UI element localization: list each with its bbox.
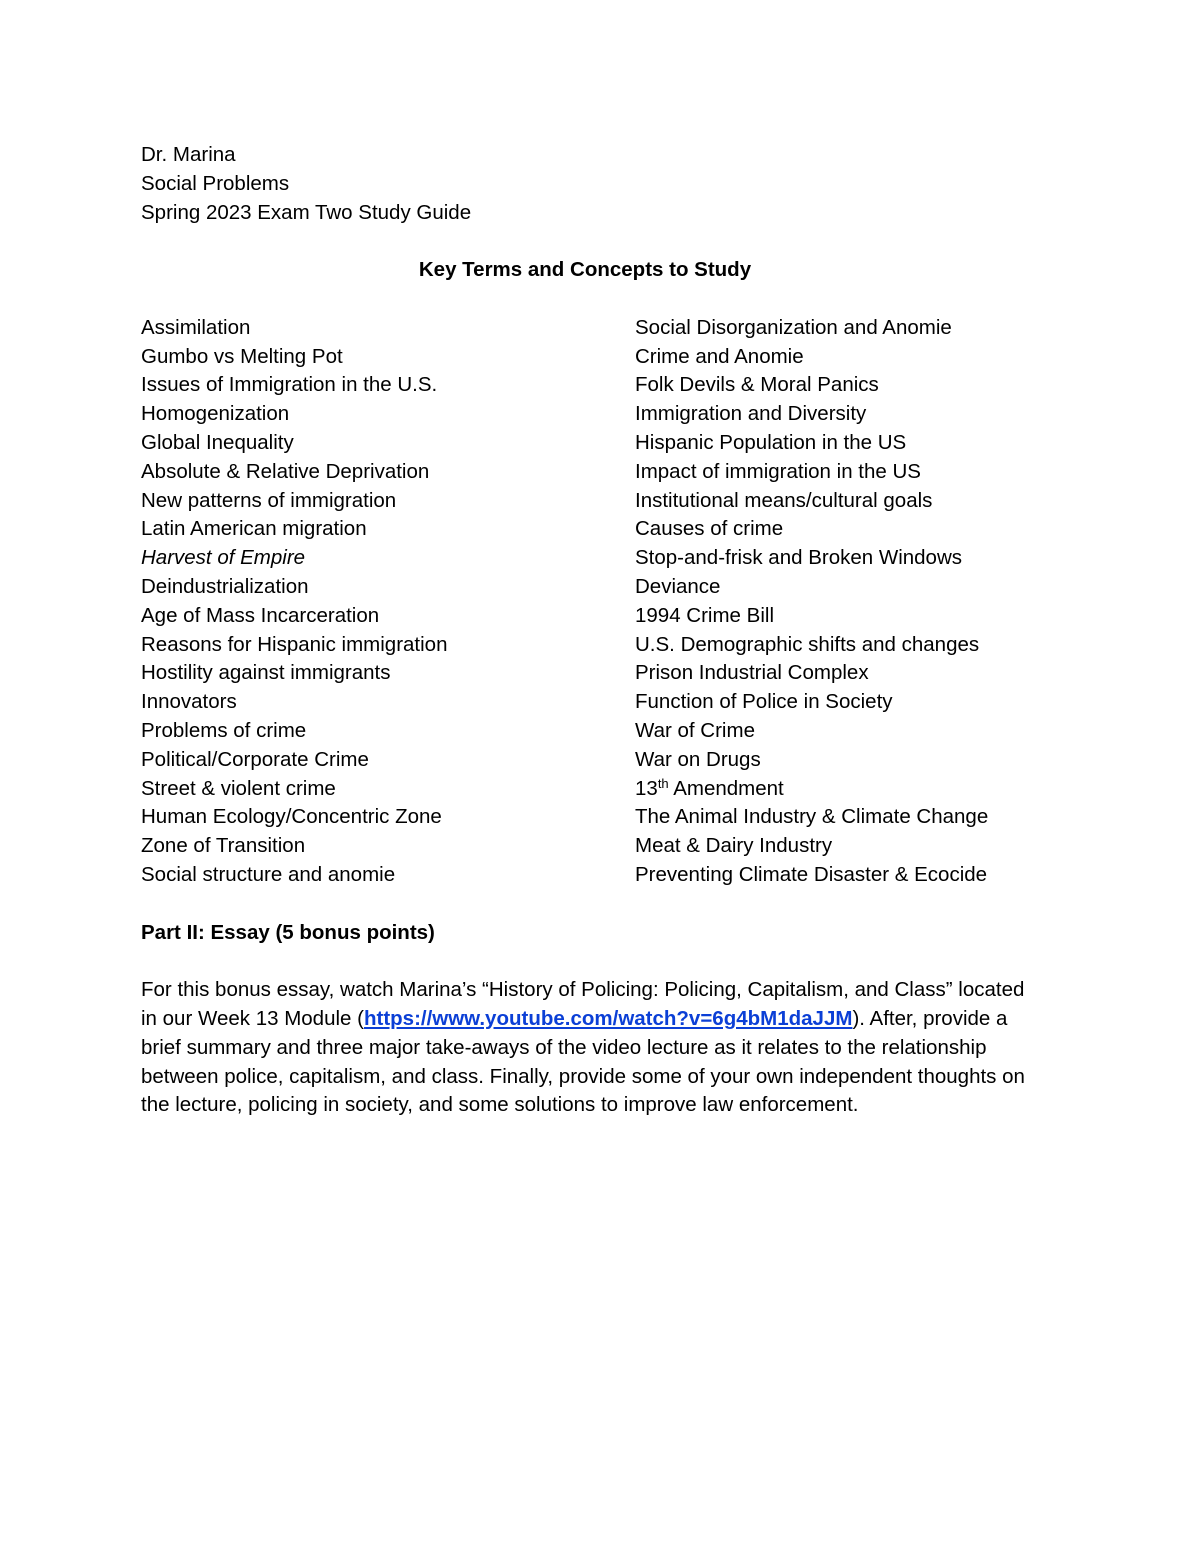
term-item: Gumbo vs Melting Pot	[141, 344, 343, 368]
term-item: Causes of crime	[635, 517, 784, 541]
document-title: Spring 2023 Exam Two Study Guide	[141, 200, 472, 224]
term-item: Impact of immigration in the US	[635, 459, 921, 483]
term-item-amendment	[635, 775, 988, 804]
term-item: Hispanic Population in the US	[635, 430, 907, 454]
term-item: New patterns of immigration	[141, 488, 397, 512]
term-item: Prison Industrial Complex	[635, 661, 869, 685]
document-page	[141, 141, 1041, 1120]
term-item: Problems of crime	[141, 718, 307, 742]
term-item: Human Ecology/Concentric Zone	[141, 805, 442, 829]
term-item: War of Crime	[635, 718, 755, 742]
term-item: 1994 Crime Bill	[635, 603, 774, 627]
author-name: Dr. Marina	[141, 143, 236, 166]
term-item: Latin American migration	[141, 517, 367, 541]
essay-text-after-link: ). After, provide a brief summary and three major take-aways of the video lecture as it relates to the relationship between police, capitalism, and class. Finally, provide some of your own independent thoughts on the lecture, policing in society, and some solutions to improve law enforcement.	[141, 1006, 1025, 1117]
term-item: Global Inequality	[141, 430, 294, 454]
essay-section-title: Part II: Essay (5 bonus points)	[141, 920, 435, 944]
term-item: Deindustrialization	[141, 574, 309, 598]
term-item: Political/Corporate Crime	[141, 747, 369, 771]
key-terms-list	[141, 314, 1041, 890]
term-item: Age of Mass Incarceration	[141, 603, 380, 627]
term-item-book-title: Harvest of Empire	[141, 546, 306, 570]
lecture-video-link[interactable]: https://www.youtube.com/watch?v=6g4bM1daJJM	[363, 1006, 853, 1030]
term-item: Institutional means/cultural goals	[635, 488, 933, 512]
key-terms-heading: Key Terms and Concepts to Study	[418, 258, 752, 282]
term-item: Street & violent crime	[141, 776, 336, 800]
term-item: Deviance	[635, 574, 721, 598]
term-item: Zone of Transition	[141, 834, 306, 858]
key-terms-right-column	[635, 314, 988, 890]
term-item: Social Disorganization and Anomie	[635, 315, 952, 339]
amendment-ordinal-suffix: th	[657, 775, 669, 791]
term-item: Crime and Anomie	[635, 344, 804, 368]
term-item: The Animal Industry & Climate Change	[635, 805, 989, 829]
essay-instructions	[141, 976, 1031, 1120]
term-item: War on Drugs	[635, 747, 761, 771]
course-name: Social Problems	[141, 171, 290, 195]
term-item: Folk Devils & Moral Panics	[635, 373, 879, 397]
term-item: Stop-and-frisk and Broken Windows	[635, 546, 963, 570]
term-item: Preventing Climate Disaster & Ecocide	[635, 862, 988, 886]
term-item: Hostility against immigrants	[141, 661, 391, 685]
term-item: Function of Police in Society	[635, 690, 893, 714]
essay-text-before-link: For this bonus essay, watch Marina’s “History of Policing: Policing, Capitalism, and Class” located in our Week 13 Module (	[141, 978, 1025, 1030]
term-item: Innovators	[141, 690, 237, 714]
term-item: U.S. Demographic shifts and changes	[635, 632, 980, 656]
amendment-label: Amendment	[668, 776, 784, 800]
term-item: Immigration and Diversity	[635, 402, 867, 426]
term-item: Homogenization	[141, 402, 290, 426]
term-item: Reasons for Hispanic immigration	[141, 632, 448, 656]
key-terms-left-column	[141, 314, 447, 890]
term-item: Absolute & Relative Deprivation	[141, 459, 430, 483]
term-item: Assimilation	[141, 315, 251, 339]
term-item: Issues of Immigration in the U.S.	[141, 373, 438, 397]
term-item: Social structure and anomie	[141, 862, 396, 886]
term-item: Meat & Dairy Industry	[635, 834, 833, 858]
amendment-number: 13	[635, 776, 658, 800]
